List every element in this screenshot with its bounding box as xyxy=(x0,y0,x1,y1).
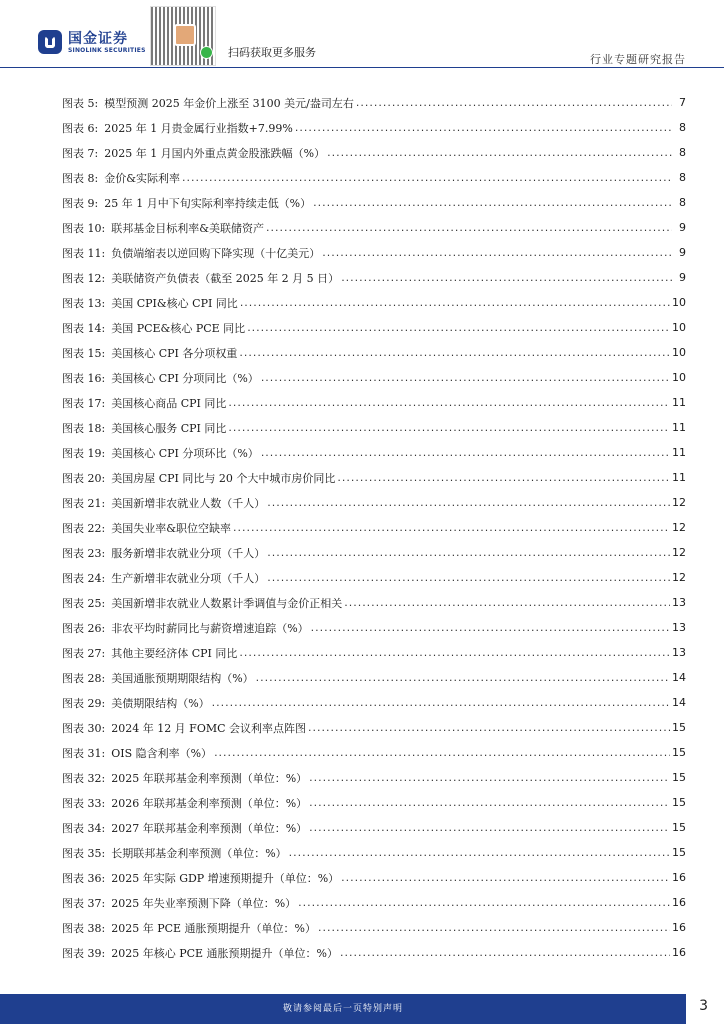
toc-entry[interactable] xyxy=(62,690,686,715)
toc-entry-title: 2025 年 1 月国内外重点黄金股涨跌幅（%） xyxy=(104,146,326,160)
toc-entry[interactable] xyxy=(62,665,686,690)
toc-entry-label: 图表 9: xyxy=(62,196,99,210)
toc-entry-title: 2025 年 1 月贵金属行业指数+7.99% xyxy=(104,121,293,135)
toc-entry-title: 2027 年联邦基金利率预测（单位：%） xyxy=(111,821,308,835)
toc-entry[interactable] xyxy=(62,615,686,640)
toc-entry-page: 15 xyxy=(672,796,686,809)
toc-entry[interactable] xyxy=(62,790,686,815)
toc-entry-page: 12 xyxy=(672,546,686,559)
sinolink-logo xyxy=(38,28,146,58)
toc-entry-page: 16 xyxy=(672,921,686,934)
toc-entry-page: 16 xyxy=(672,946,686,959)
toc-entry-page: 10 xyxy=(672,346,686,359)
toc-leader-dots xyxy=(256,671,670,684)
logo-cn-text: 国金证券 xyxy=(68,31,128,47)
toc-entry-label: 图表 26: xyxy=(62,621,106,635)
toc-entry[interactable] xyxy=(62,715,686,740)
toc-entry[interactable] xyxy=(62,315,686,340)
toc-entry-title: 非农平均时薪同比与薪资增速追踪（%） xyxy=(111,621,309,635)
toc-entry-page: 10 xyxy=(672,296,686,309)
toc-entry-title: 2026 年联邦基金利率预测（单位：%） xyxy=(111,796,308,810)
toc-entry[interactable] xyxy=(62,365,686,390)
toc-entry-page: 14 xyxy=(672,696,686,709)
toc-leader-dots xyxy=(240,296,670,309)
toc-entry-title: 美联储资产负债表（截至 2025 年 2 月 5 日） xyxy=(111,271,340,285)
toc-entry[interactable] xyxy=(62,290,686,315)
toc-leader-dots xyxy=(266,221,672,234)
toc-leader-dots xyxy=(298,896,670,909)
toc-entry[interactable] xyxy=(62,565,686,590)
toc-leader-dots xyxy=(212,696,670,709)
toc-entry[interactable] xyxy=(62,440,686,465)
toc-entry[interactable] xyxy=(62,465,686,490)
logo-en-text: SINOLINK SECURITIES xyxy=(68,47,146,54)
toc-entry-label: 图表 36: xyxy=(62,871,106,885)
toc-entry-page: 13 xyxy=(672,621,686,634)
toc-entry-page: 13 xyxy=(672,646,686,659)
toc-entry-title: 2024 年 12 月 FOMC 会议利率点阵图 xyxy=(111,721,307,735)
toc-entry-title: 美国核心 CPI 分项环比（%） xyxy=(111,446,259,460)
toc-leader-dots xyxy=(340,946,670,959)
toc-leader-dots xyxy=(322,246,672,259)
toc-leader-dots xyxy=(267,496,670,509)
toc-entry-page: 16 xyxy=(672,871,686,884)
toc-entry-title: 其他主要经济体 CPI 同比 xyxy=(111,646,238,660)
toc-entry-page: 8 xyxy=(679,146,686,159)
page-number: 3 xyxy=(699,998,708,1014)
toc-entry-title: 联邦基金目标利率&美联储资产 xyxy=(111,221,264,235)
toc-entry-title: 美国核心服务 CPI 同比 xyxy=(111,421,227,435)
qr-center-avatar xyxy=(174,24,196,46)
toc-leader-dots xyxy=(261,446,670,459)
toc-entry-title: 生产新增非农就业分项（千人） xyxy=(111,571,266,585)
toc-entry[interactable] xyxy=(62,265,686,290)
toc-leader-dots xyxy=(309,821,670,834)
toc-entry[interactable] xyxy=(62,415,686,440)
toc-entry-page: 16 xyxy=(672,896,686,909)
toc-entry[interactable] xyxy=(62,490,686,515)
toc-entry-label: 图表 22: xyxy=(62,521,106,535)
toc-entry-page: 15 xyxy=(672,821,686,834)
toc-entry[interactable] xyxy=(62,915,686,940)
toc-leader-dots xyxy=(239,346,670,359)
toc-entry[interactable] xyxy=(62,740,686,765)
toc-entry-title: 美国新增非农就业人数累计季调值与金价正相关 xyxy=(111,596,343,610)
toc-entry-page: 14 xyxy=(672,671,686,684)
toc-entry-page: 11 xyxy=(672,421,686,434)
toc-entry-label: 图表 12: xyxy=(62,271,106,285)
toc-entry[interactable] xyxy=(62,390,686,415)
toc-entry-page: 10 xyxy=(672,371,686,384)
toc-leader-dots xyxy=(228,421,670,434)
toc-entry-label: 图表 15: xyxy=(62,346,106,360)
toc-entry-page: 11 xyxy=(672,396,686,409)
toc-entry-title: OIS 隐含利率（%） xyxy=(111,746,213,760)
toc-entry-title: 美国核心 CPI 分项同比（%） xyxy=(111,371,259,385)
toc-entry-title: 2025 年核心 PCE 通胀预期提升（单位：%） xyxy=(111,946,338,960)
footer-disclaimer: 敬请参阅最后一页特别声明 xyxy=(282,1004,403,1014)
toc-entry-label: 图表 23: xyxy=(62,546,106,560)
toc-entry[interactable] xyxy=(62,890,686,915)
toc-leader-dots xyxy=(295,121,672,134)
toc-leader-dots xyxy=(214,746,670,759)
toc-entry-label: 图表 10: xyxy=(62,221,106,235)
toc-entry-page: 12 xyxy=(672,571,686,584)
toc-leader-dots xyxy=(267,546,670,559)
page-header xyxy=(0,0,724,70)
toc-entry[interactable] xyxy=(62,515,686,540)
toc-entry[interactable] xyxy=(62,190,686,215)
sinolink-logo-icon xyxy=(38,30,62,54)
toc-entry-label: 图表 6: xyxy=(62,121,99,135)
toc-entry-label: 图表 7: xyxy=(62,146,99,160)
toc-leader-dots xyxy=(233,521,670,534)
toc-entry-label: 图表 13: xyxy=(62,296,106,310)
toc-entry[interactable] xyxy=(62,540,686,565)
toc-entry-page: 10 xyxy=(672,321,686,334)
toc-entry-label: 图表 38: xyxy=(62,921,106,935)
toc-entry-label: 图表 17: xyxy=(62,396,106,410)
toc-entry-title: 2025 年实际 GDP 增速预期提升（单位：%） xyxy=(111,871,340,885)
toc-entry-page: 9 xyxy=(679,221,686,234)
toc-leader-dots xyxy=(182,171,672,184)
toc-entry[interactable] xyxy=(62,590,686,615)
toc-entry-title: 长期联邦基金利率预测（单位：%） xyxy=(111,846,287,860)
toc-entry[interactable] xyxy=(62,340,686,365)
toc-entry-page: 8 xyxy=(679,121,686,134)
figure-list xyxy=(62,90,686,965)
toc-entry-title: 美国新增非农就业人数（千人） xyxy=(111,496,266,510)
toc-entry-page: 12 xyxy=(672,521,686,534)
toc-leader-dots xyxy=(228,396,670,409)
header-divider xyxy=(0,67,724,68)
toc-entry-label: 图表 25: xyxy=(62,596,106,610)
toc-entry-label: 图表 32: xyxy=(62,771,106,785)
toc-entry-title: 美债期限结构（%） xyxy=(111,696,210,710)
report-type-label: 行业专题研究报告 xyxy=(590,53,686,66)
toc-entry-label: 图表 8: xyxy=(62,171,99,185)
toc-entry-label: 图表 28: xyxy=(62,671,106,685)
wechat-icon xyxy=(200,46,213,59)
toc-entry-label: 图表 31: xyxy=(62,746,106,760)
toc-leader-dots xyxy=(247,321,670,334)
toc-entry-page: 15 xyxy=(672,846,686,859)
toc-leader-dots xyxy=(267,571,670,584)
toc-entry-page: 11 xyxy=(672,446,686,459)
toc-leader-dots xyxy=(309,796,670,809)
toc-entry-label: 图表 33: xyxy=(62,796,106,810)
toc-entry-label: 图表 37: xyxy=(62,896,106,910)
toc-leader-dots xyxy=(311,621,670,634)
toc-entry-title: 美国 CPI&核心 CPI 同比 xyxy=(111,296,238,310)
toc-entry-label: 图表 16: xyxy=(62,371,106,385)
toc-entry-title: 模型预测 2025 年金价上涨至 3100 美元/盎司左右 xyxy=(104,96,354,110)
toc-entry-page: 15 xyxy=(672,721,686,734)
toc-entry[interactable] xyxy=(62,140,686,165)
toc-entry-title: 2025 年 PCE 通胀预期提升（单位：%） xyxy=(111,921,316,935)
toc-leader-dots xyxy=(341,271,672,284)
toc-leader-dots xyxy=(327,146,672,159)
toc-leader-dots xyxy=(239,646,670,659)
toc-entry-page: 9 xyxy=(679,271,686,284)
toc-entry-title: 美国房屋 CPI 同比与 20 个大中城市房价同比 xyxy=(111,471,336,485)
toc-entry[interactable] xyxy=(62,215,686,240)
toc-leader-dots xyxy=(309,771,670,784)
toc-entry-label: 图表 5: xyxy=(62,96,99,110)
toc-entry-label: 图表 14: xyxy=(62,321,106,335)
toc-leader-dots xyxy=(313,196,672,209)
toc-entry-title: 服务新增非农就业分项（千人） xyxy=(111,546,266,560)
qr-caption: 扫码获取更多服务 xyxy=(228,46,316,59)
toc-entry-label: 图表 19: xyxy=(62,446,106,460)
toc-leader-dots xyxy=(308,721,670,734)
toc-entry-title: 美国核心商品 CPI 同比 xyxy=(111,396,227,410)
toc-entry[interactable] xyxy=(62,840,686,865)
toc-entry-page: 7 xyxy=(679,96,686,109)
toc-entry-label: 图表 24: xyxy=(62,571,106,585)
toc-entry-page: 15 xyxy=(672,746,686,759)
toc-entry-label: 图表 29: xyxy=(62,696,106,710)
toc-leader-dots xyxy=(356,96,672,109)
toc-entry-page: 13 xyxy=(672,596,686,609)
toc-entry[interactable] xyxy=(62,90,686,115)
toc-entry[interactable] xyxy=(62,865,686,890)
toc-entry-label: 图表 39: xyxy=(62,946,106,960)
toc-entry-page: 8 xyxy=(679,196,686,209)
toc-entry[interactable] xyxy=(62,165,686,190)
toc-entry[interactable] xyxy=(62,640,686,665)
toc-entry-label: 图表 34: xyxy=(62,821,106,835)
toc-entry[interactable] xyxy=(62,765,686,790)
toc-entry-label: 图表 27: xyxy=(62,646,106,660)
toc-entry-label: 图表 11: xyxy=(62,246,106,260)
toc-entry-label: 图表 30: xyxy=(62,721,106,735)
toc-entry-title: 金价&实际利率 xyxy=(104,171,180,185)
toc-entry-page: 12 xyxy=(672,496,686,509)
toc-entry-title: 美国通胀预期期限结构（%） xyxy=(111,671,254,685)
toc-entry[interactable] xyxy=(62,115,686,140)
toc-entry-label: 图表 20: xyxy=(62,471,106,485)
toc-entry-page: 11 xyxy=(672,471,686,484)
toc-entry[interactable] xyxy=(62,240,686,265)
toc-entry[interactable] xyxy=(62,815,686,840)
toc-entry-title: 美国 PCE&核心 PCE 同比 xyxy=(111,321,246,335)
toc-leader-dots xyxy=(289,846,670,859)
toc-leader-dots xyxy=(341,871,670,884)
toc-entry-title: 2025 年联邦基金利率预测（单位：%） xyxy=(111,771,308,785)
toc-leader-dots xyxy=(261,371,670,384)
toc-entry-title: 负债端缩表以逆回购下降实现（十亿美元） xyxy=(111,246,321,260)
toc-entry-title: 2025 年失业率预测下降（单位：%） xyxy=(111,896,297,910)
toc-leader-dots xyxy=(318,921,670,934)
toc-entry-label: 图表 35: xyxy=(62,846,106,860)
toc-entry-page: 9 xyxy=(679,246,686,259)
toc-leader-dots xyxy=(337,471,670,484)
toc-entry-page: 8 xyxy=(679,171,686,184)
toc-entry-page: 15 xyxy=(672,771,686,784)
toc-entry-label: 图表 18: xyxy=(62,421,106,435)
toc-entry[interactable] xyxy=(62,940,686,965)
toc-entry-title: 美国失业率&职位空缺率 xyxy=(111,521,231,535)
toc-entry-title: 25 年 1 月中下旬实际利率持续走低（%） xyxy=(104,196,312,210)
toc-leader-dots xyxy=(344,596,670,609)
toc-entry-title: 美国核心 CPI 各分项权重 xyxy=(111,346,238,360)
toc-entry-label: 图表 21: xyxy=(62,496,106,510)
